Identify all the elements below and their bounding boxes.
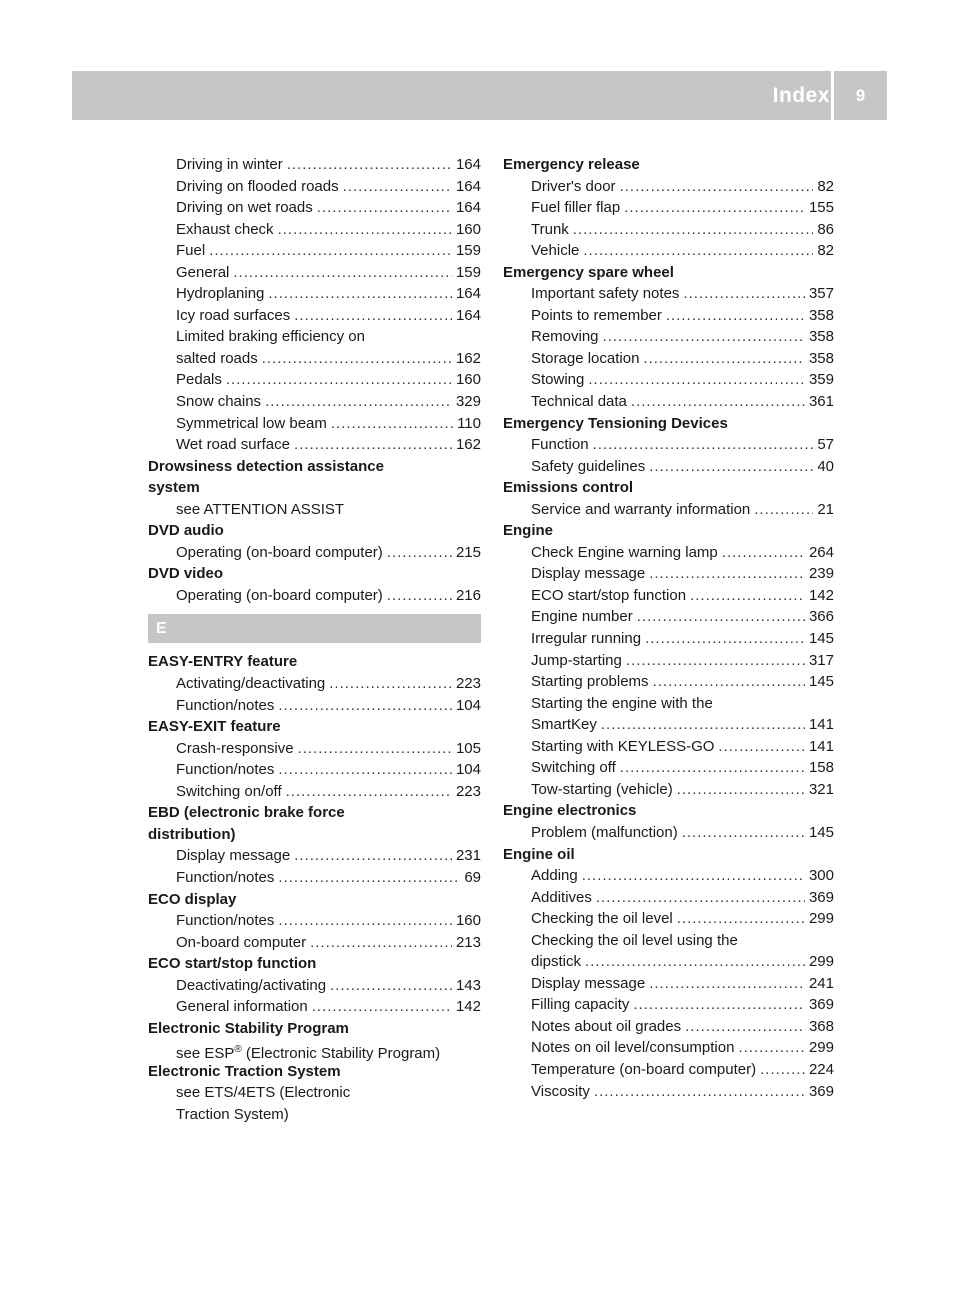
index-main-entry: EBD (electronic brake force	[148, 804, 345, 822]
subentry-label: Points to remember	[531, 306, 662, 324]
index-subentry	[503, 822, 834, 844]
subentry-page-number: 141	[808, 716, 834, 734]
subentry-page-number: 224	[808, 1060, 834, 1078]
subentry-label: Trunk	[531, 220, 569, 238]
leader-dots	[683, 283, 805, 305]
leader-dots	[718, 736, 805, 758]
leader-dots	[278, 867, 460, 889]
subentry-label: Tow-starting (vehicle)	[531, 780, 673, 798]
subentry-label: Switching off	[531, 759, 616, 777]
subentry-page-number: 164	[455, 177, 481, 195]
subentry-page-number: 299	[808, 1039, 834, 1057]
index-subentry	[148, 391, 481, 413]
leader-dots	[583, 240, 813, 262]
index-main-entry: Engine electronics	[503, 802, 637, 820]
index-subentry	[148, 240, 481, 262]
index-subentry	[503, 240, 834, 262]
index-main-entry: EASY-ENTRY feature	[148, 653, 298, 671]
index-subentry	[503, 671, 834, 693]
index-subentry	[503, 563, 834, 585]
subentry-label: Switching on/off	[176, 782, 282, 800]
index-subentry	[503, 973, 834, 995]
leader-dots	[585, 951, 805, 973]
subentry-label: Storage location	[531, 349, 640, 367]
subentry-page-number: 82	[817, 242, 834, 260]
index-subentry	[148, 219, 481, 241]
index-subentry	[148, 759, 481, 781]
subentry-page-number: 358	[808, 328, 834, 346]
index-subentry	[148, 585, 481, 607]
subentry-label: salted roads	[176, 349, 258, 367]
subentry-page-number: 216	[455, 586, 481, 604]
index-main-entry: Emergency spare wheel	[503, 263, 674, 281]
leader-dots	[690, 585, 805, 607]
index-subentry	[148, 738, 481, 760]
subentry-page-number: 57	[817, 436, 834, 454]
subentry-label: Driving on wet roads	[176, 199, 313, 217]
index-subentry	[503, 714, 834, 736]
subentry-label: On-board computer	[176, 933, 307, 951]
subentry-page-number: 164	[455, 156, 481, 173]
subentry-label: Starting problems	[531, 673, 649, 691]
subentry-page-number: 105	[455, 739, 481, 757]
index-column-left	[148, 154, 481, 1126]
leader-dots	[268, 283, 452, 305]
subentry-label: General information	[176, 998, 308, 1016]
subentry-page-number: 369	[808, 888, 834, 906]
leader-dots	[620, 176, 814, 198]
subentry-label: Stowing	[531, 371, 585, 389]
subentry-page-number: 142	[455, 998, 481, 1016]
index-subentry	[148, 845, 481, 867]
subentry-label: Wet road surface	[176, 436, 290, 454]
leader-dots	[330, 975, 452, 997]
leader-dots	[593, 434, 814, 456]
subentry-label: Viscosity	[531, 1082, 590, 1100]
index-see-reference	[148, 1039, 481, 1061]
leader-dots	[682, 822, 805, 844]
subentry-page-number: 155	[808, 199, 834, 217]
subentry-label: Problem (malfunction)	[531, 823, 678, 841]
leader-dots	[738, 1037, 805, 1059]
leader-dots	[626, 650, 805, 672]
subentry-page-number: 231	[455, 847, 481, 865]
subentry-label: Operating (on-board computer)	[176, 543, 383, 561]
section-letter-heading: E	[148, 614, 481, 643]
subentry-label: Display message	[176, 847, 291, 865]
subentry-page-number: 160	[455, 912, 481, 930]
index-subentry	[148, 434, 481, 456]
leader-dots	[649, 563, 805, 585]
index-subentry	[503, 865, 834, 887]
subentry-label: General	[176, 263, 230, 281]
leader-dots	[387, 542, 452, 564]
subentry-page-number: 321	[808, 780, 834, 798]
index-subentry	[148, 996, 481, 1018]
subentry-label: Display message	[531, 565, 646, 583]
leader-dots	[294, 845, 452, 867]
index-subentry-text: Checking the oil level using the	[531, 931, 738, 949]
subentry-page-number: 329	[455, 393, 481, 411]
index-subentry	[503, 736, 834, 758]
index-subentry-text: Starting the engine with the	[531, 694, 713, 712]
leader-dots	[666, 305, 805, 327]
leader-dots	[637, 606, 805, 628]
leader-dots	[312, 996, 452, 1018]
subentry-label: Temperature (on-board computer)	[531, 1060, 757, 1078]
index-main-entry: Engine	[503, 522, 554, 540]
leader-dots	[645, 628, 805, 650]
subentry-page-number: 164	[455, 199, 481, 217]
index-subentry	[148, 910, 481, 932]
subentry-page-number: 104	[455, 761, 481, 779]
subentry-page-number: 164	[455, 306, 481, 324]
leader-dots	[329, 673, 452, 695]
index-subentry	[148, 781, 481, 803]
leader-dots	[624, 197, 805, 219]
subentry-label: Operating (on-board computer)	[176, 586, 383, 604]
leader-dots	[601, 714, 805, 736]
subentry-page-number: 142	[808, 586, 834, 604]
subentry-label: Function/notes	[176, 912, 275, 930]
leader-dots	[643, 348, 805, 370]
leader-dots	[294, 305, 452, 327]
subentry-label: Vehicle	[531, 242, 580, 260]
subentry-label: Adding	[531, 867, 578, 885]
index-main-entry: Electronic Traction System	[148, 1062, 341, 1080]
leader-dots	[588, 369, 805, 391]
leader-dots	[387, 585, 452, 607]
index-subentry	[148, 348, 481, 370]
index-main-entry: Drowsiness detection assistance	[148, 457, 384, 475]
leader-dots	[286, 781, 452, 803]
index-subentry	[148, 975, 481, 997]
subentry-page-number: 369	[808, 996, 834, 1014]
subentry-label: Starting with KEYLESS-GO	[531, 737, 715, 755]
subentry-page-number: 223	[455, 675, 481, 693]
index-subentry	[148, 176, 481, 198]
leader-dots	[331, 413, 453, 435]
index-subentry-text: Limited braking efficiency on	[176, 328, 365, 346]
leader-dots	[649, 456, 813, 478]
index-subentry	[503, 628, 834, 650]
leader-dots	[620, 757, 805, 779]
leader-dots	[754, 499, 813, 521]
index-main-entry: Electronic Stability Program	[148, 1019, 349, 1037]
leader-dots	[677, 779, 805, 801]
leader-dots	[603, 326, 805, 348]
subentry-label: Function/notes	[176, 696, 275, 714]
index-subentry	[503, 585, 834, 607]
leader-dots	[633, 994, 805, 1016]
leader-dots	[649, 973, 805, 995]
index-subentry	[503, 650, 834, 672]
index-subentry	[503, 1059, 834, 1081]
leader-dots	[294, 434, 452, 456]
subentry-label: Fuel	[176, 242, 206, 260]
subentry-label: Irregular running	[531, 630, 642, 648]
index-subentry	[503, 779, 834, 801]
leader-dots	[310, 932, 452, 954]
leader-dots	[298, 738, 452, 760]
leader-dots	[278, 759, 452, 781]
index-column-right	[503, 154, 834, 1102]
index-subentry	[148, 932, 481, 954]
page-number: 9	[855, 86, 866, 105]
index-subentry	[503, 1037, 834, 1059]
subentry-label: Notes on oil level/consumption	[531, 1039, 735, 1057]
subentry-label: Exhaust check	[176, 220, 274, 238]
subentry-label: Pedals	[176, 371, 222, 389]
subentry-page-number: 160	[455, 371, 481, 389]
subentry-label: Additives	[531, 888, 592, 906]
subentry-label: Hydroplaning	[176, 285, 265, 303]
subentry-label: dipstick	[531, 953, 582, 971]
subentry-label: ECO start/stop function	[531, 586, 687, 604]
subentry-page-number: 145	[808, 630, 834, 648]
index-subentry	[503, 994, 834, 1016]
subentry-label: Function/notes	[176, 868, 275, 886]
subentry-label: Driving in winter	[176, 156, 283, 173]
subentry-page-number: 40	[817, 457, 834, 475]
subentry-page-number: 239	[808, 565, 834, 583]
index-subentry	[503, 369, 834, 391]
subentry-label: Safety guidelines	[531, 457, 646, 475]
leader-dots	[722, 542, 805, 564]
subentry-page-number: 162	[455, 436, 481, 454]
index-subentry	[503, 283, 834, 305]
index-main-entry: EASY-EXIT feature	[148, 718, 281, 736]
subentry-label: Deactivating/activating	[176, 976, 327, 994]
index-subentry	[503, 305, 834, 327]
index-subentry	[148, 413, 481, 435]
registered-mark: ®	[234, 1044, 242, 1056]
subentry-page-number: 300	[808, 867, 834, 885]
subentry-label: Fuel filler flap	[531, 199, 621, 217]
subentry-label: Driver's door	[531, 177, 616, 195]
subentry-page-number: 159	[455, 263, 481, 281]
subentry-page-number: 145	[808, 823, 834, 841]
subentry-page-number: 359	[808, 371, 834, 389]
subentry-label: Icy road surfaces	[176, 306, 291, 324]
see-reference-label: see ESP	[176, 1045, 235, 1063]
subentry-label: Symmetrical low beam	[176, 414, 327, 432]
index-subentry	[503, 176, 834, 198]
index-subentry	[148, 197, 481, 219]
subentry-label: Checking the oil level	[531, 910, 673, 928]
leader-dots	[278, 219, 452, 241]
subentry-page-number: 215	[455, 543, 481, 561]
subentry-page-number: 241	[808, 974, 834, 992]
subentry-page-number: 317	[808, 651, 834, 669]
leader-dots	[677, 908, 805, 930]
leader-dots	[233, 262, 452, 284]
subentry-page-number: 82	[817, 177, 834, 195]
index-main-entry: DVD video	[148, 565, 224, 583]
index-main-entry: Emissions control	[503, 479, 634, 497]
subentry-page-number: 366	[808, 608, 834, 626]
see-reference-text	[176, 1045, 440, 1062]
index-subentry	[503, 908, 834, 930]
subentry-page-number: 361	[808, 393, 834, 411]
leader-dots	[278, 695, 452, 717]
leader-dots	[596, 887, 805, 909]
subentry-label: Technical data	[531, 393, 627, 411]
leader-dots	[343, 176, 452, 198]
index-subentry	[503, 219, 834, 241]
leader-dots	[265, 391, 452, 413]
subentry-page-number: 299	[808, 910, 834, 928]
subentry-page-number: 160	[455, 220, 481, 238]
index-subentry	[503, 1016, 834, 1038]
index-subentry	[503, 348, 834, 370]
leader-dots	[226, 369, 452, 391]
subentry-page-number: 162	[455, 349, 481, 367]
leader-dots	[653, 671, 805, 693]
leader-dots	[582, 865, 805, 887]
subentry-page-number: 110	[457, 414, 481, 432]
index-main-entry: Engine oil	[503, 845, 575, 863]
subentry-page-number: 164	[455, 285, 481, 303]
subentry-label: Driving on flooded roads	[176, 177, 339, 195]
subentry-label: Filling capacity	[531, 996, 630, 1014]
subentry-page-number: 159	[455, 242, 481, 260]
index-main-entry: ECO display	[148, 890, 237, 908]
index-subentry	[503, 456, 834, 478]
subentry-label: Engine number	[531, 608, 633, 626]
index-main-entry: DVD audio	[148, 522, 224, 540]
subentry-label: Jump-starting	[531, 651, 622, 669]
index-main-entry: Emergency Tensioning Devices	[503, 414, 728, 432]
subentry-label: SmartKey	[531, 716, 597, 734]
leader-dots	[262, 348, 452, 370]
index-subentry-text: see ETS/4ETS (Electronic	[176, 1084, 351, 1102]
subentry-label: Activating/deactivating	[176, 675, 326, 693]
index-subentry	[148, 283, 481, 305]
subentry-label: Service and warranty information	[531, 500, 751, 518]
subentry-label: Crash-responsive	[176, 739, 294, 757]
leader-dots	[317, 197, 452, 219]
leader-dots	[209, 240, 452, 262]
leader-dots	[631, 391, 805, 413]
subentry-page-number: 86	[817, 220, 834, 238]
index-subentry-text: Traction System)	[176, 1105, 289, 1123]
leader-dots	[278, 910, 452, 932]
index-subentry	[148, 673, 481, 695]
see-reference-rest: (Electronic Stability Program)	[241, 1045, 441, 1063]
index-subentry	[503, 757, 834, 779]
index-subentry	[148, 542, 481, 564]
index-subentry	[148, 154, 481, 176]
index-subentry	[503, 542, 834, 564]
leader-dots	[685, 1016, 805, 1038]
subentry-page-number: 264	[808, 543, 834, 561]
subentry-label: Removing	[531, 328, 599, 346]
subentry-page-number: 158	[808, 759, 834, 777]
index-subentry	[503, 391, 834, 413]
subentry-label: Notes about oil grades	[531, 1017, 682, 1035]
subentry-page-number: 299	[808, 953, 834, 971]
subentry-label: Check Engine warning lamp	[531, 543, 718, 561]
subentry-page-number: 69	[464, 868, 481, 886]
index-subentry	[503, 951, 834, 973]
subentry-page-number: 21	[817, 500, 834, 518]
leader-dots	[573, 219, 814, 241]
subentry-page-number: 358	[808, 349, 834, 367]
index-subentry	[148, 695, 481, 717]
subentry-page-number: 145	[808, 673, 834, 691]
index-subentry	[503, 1081, 834, 1103]
index-subentry	[503, 499, 834, 521]
index-main-entry: system	[148, 479, 200, 497]
subentry-label: Important safety notes	[531, 285, 680, 303]
index-subentry	[503, 887, 834, 909]
subentry-page-number: 368	[808, 1017, 834, 1035]
subentry-page-number: 369	[808, 1082, 834, 1100]
subentry-label: Function/notes	[176, 761, 275, 779]
index-subentry	[503, 326, 834, 348]
subentry-page-number: 358	[808, 306, 834, 324]
leader-dots	[287, 154, 452, 176]
index-main-entry: Emergency release	[503, 156, 640, 173]
subentry-label: Display message	[531, 974, 646, 992]
subentry-page-number: 223	[455, 782, 481, 800]
index-main-entry: distribution)	[148, 825, 236, 843]
index-subentry	[148, 369, 481, 391]
leader-dots	[594, 1081, 805, 1103]
subentry-page-number: 357	[808, 285, 834, 303]
page-title: Index	[772, 84, 830, 107]
index-main-entry: ECO start/stop function	[148, 955, 317, 973]
index-subentry	[503, 434, 834, 456]
index-subentry	[503, 606, 834, 628]
subentry-page-number: 143	[455, 976, 481, 994]
index-subentry	[503, 197, 834, 219]
index-subentry-text: see ATTENTION ASSIST	[176, 500, 345, 518]
subentry-page-number: 141	[808, 737, 834, 755]
index-subentry	[148, 305, 481, 327]
index-subentry	[148, 262, 481, 284]
subentry-page-number: 104	[455, 696, 481, 714]
subentry-page-number: 213	[455, 933, 481, 951]
leader-dots	[760, 1059, 805, 1081]
subentry-label: Snow chains	[176, 393, 262, 411]
subentry-label: Function	[531, 436, 589, 454]
index-subentry	[148, 867, 481, 889]
